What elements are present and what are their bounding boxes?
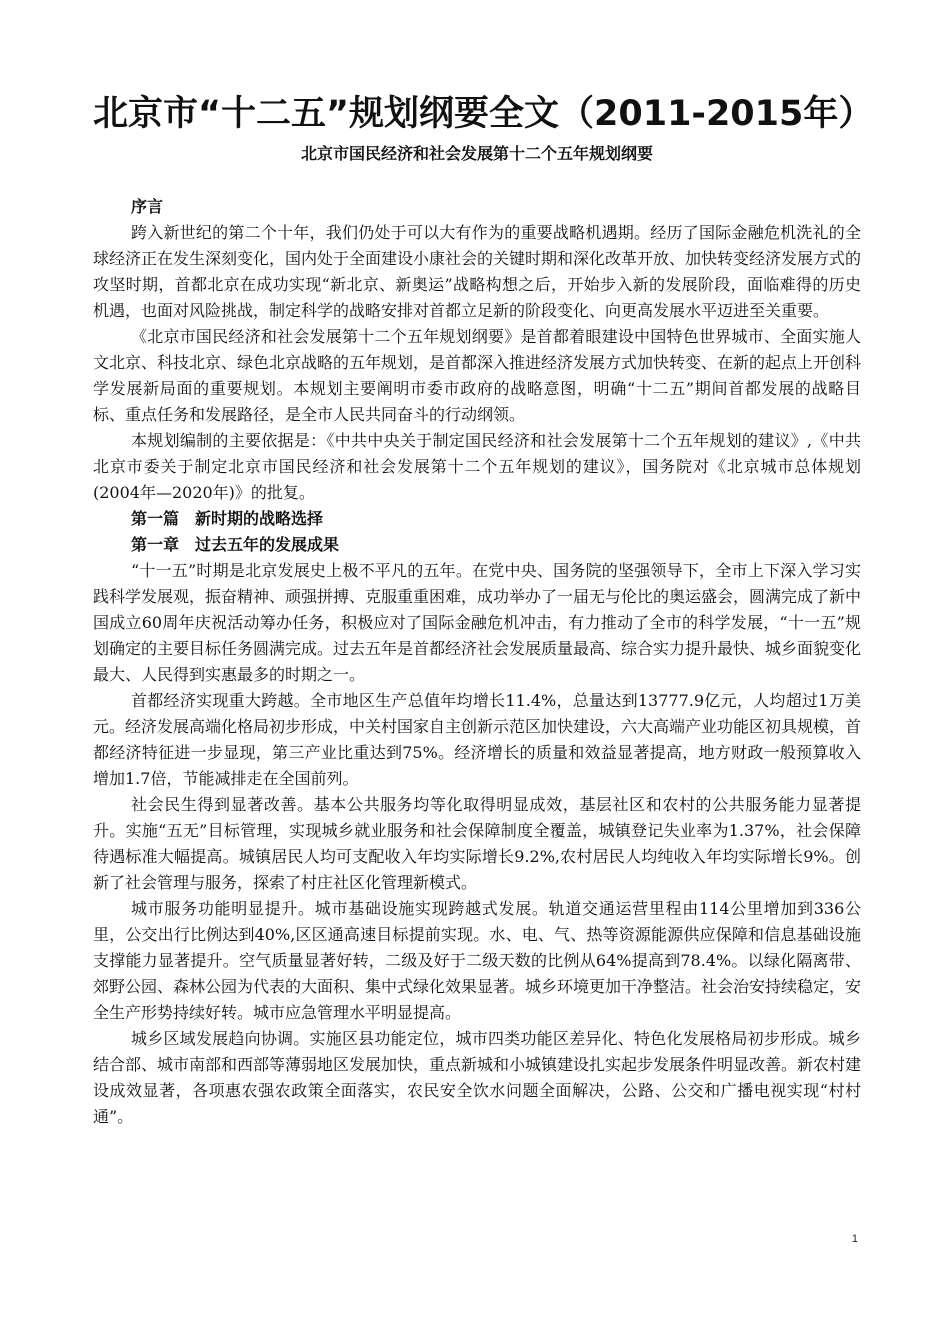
page-number: 1 bbox=[851, 1233, 858, 1245]
paragraph: “十一五”时期是北京发展史上极不平凡的五年。在党中央、国务院的坚强领导下，全市上下深入学习实践科学发展观，振奋精神、顽强拼搏、克服重重困难，成功举办了一届无与伦比的奥运盛会，圆满完成了新中国成立60周年庆祝活动筹办任务，积极应对了国际金融危机冲击，有力推动了全市的科学发展，“十一五”规划确定的主要目标任务圆满完成。过去五年是首都经济社会发展质量最高、综合实力提升最快、城乡面貌变化最大、人民得到实惠最多的时期之一。 bbox=[93, 561, 862, 684]
paragraph: 城市服务功能明显提升。城市基础设施实现跨越式发展。轨道交通运营里程由114公里增加到336公里，公交出行比例达到40%,区区通高速目标提前实现。水、电、气、热等资源能源供应保障和信息基础设施支撑能力显著提升。空气质量显著好转，二级及好于二级天数的比例从64%提高到78.4%。以绿化隔离带、郊野公园、森林公园为代表的大面积、集中式绿化效果显著。城乡环境更加干净整洁。社会治安持续稳定，安全生产形势持续好转。城市应急管理水平明显提高。 bbox=[93, 899, 862, 1022]
paragraph: 本规划编制的主要依据是：《中共中央关于制定国民经济和社会发展第十二个五年规划的建议》,《中共北京市委关于制定北京市国民经济和社会发展第十二个五年规划的建议》，国务院对《北京城市总体规划(2004年—2020年)》的批复。 bbox=[93, 431, 861, 502]
document-subtitle: 北京市国民经济和社会发展第十二个五年规划纲要 bbox=[300, 144, 653, 163]
document-title: 北京市“十二五”规划纲要全文（2011-2015年） bbox=[93, 94, 874, 134]
section-heading-preface: 序言 bbox=[131, 197, 164, 216]
paragraph: 跨入新世纪的第二个十年，我们仍处于可以大有作为的重要战略机遇期。经历了国际金融危机洗礼的全球经济正在发生深刻变化，国内处于全面建设小康社会的关键时期和深化改革开放、加快转变经济发展方式的攻坚时期，首都北京在成功实现“新北京、新奥运”战略构想之后，开始步入新的发展阶段，面临难得的历史机遇，也面对风险挑战，制定科学的战略安排对首都立足新的阶段变化、向更高发展水平迈进至关重要。 bbox=[93, 223, 862, 320]
paragraph: 城乡区域发展趋向协调。实施区县功能定位，城市四类功能区差异化、特色化发展格局初步形成。城乡结合部、城市南部和西部等薄弱地区发展加快，重点新城和小城镇建设扎实起步发展条件明显改善。新农村建设成效显著，各项惠农强农政策全面落实，农民安全饮水问题全面解决，公路、公交和广播电视实现“村村通”。 bbox=[93, 1029, 862, 1126]
paragraph: 社会民生得到显著改善。基本公共服务均等化取得明显成效，基层社区和农村的公共服务能力显著提升。实施“五无”目标管理，实现城乡就业服务和社会保障制度全覆盖，城镇登记失业率为1.37%，社会保障待遇标准大幅提高。城镇居民人均可支配收入年均实际增长9.2%,农村居民人均纯收入年均实际增长9%。创新了社会管理与服务，探索了村庄社区化管理新模式。 bbox=[93, 795, 861, 892]
part-heading: 第一篇 新时期的战略选择 bbox=[131, 509, 324, 528]
chapter-heading: 第一章 过去五年的发展成果 bbox=[131, 535, 340, 554]
paragraph: 首都经济实现重大跨越。全市地区生产总值年均增长11.4%，总量达到13777.9亿元，人均超过1万美元。经济发展高端化格局初步形成，中关村国家自主创新示范区加快建设，六大高端产业功能区初具规模，首都经济特征进一步显现，第三产业比重达到75%。经济增长的质量和效益显著提高，地方财政一般预算收入增加1.7倍，节能减排走在全国前列。 bbox=[93, 691, 862, 788]
document-body bbox=[93, 90, 874, 1130]
paragraph: 《北京市国民经济和社会发展第十二个五年规划纲要》是首都着眼建设中国特色世界城市、全面实施人文北京、科技北京、绿色北京战略的五年规划，是首都深入推进经济发展方式加快转变、在新的起点上开创科学发展新局面的重要规划。本规划主要阐明市委市政府的战略意图，明确“十二五”期间首都发展的战略目标、重点任务和发展路径，是全市人民共同奋斗的行动纲领。 bbox=[93, 327, 862, 424]
